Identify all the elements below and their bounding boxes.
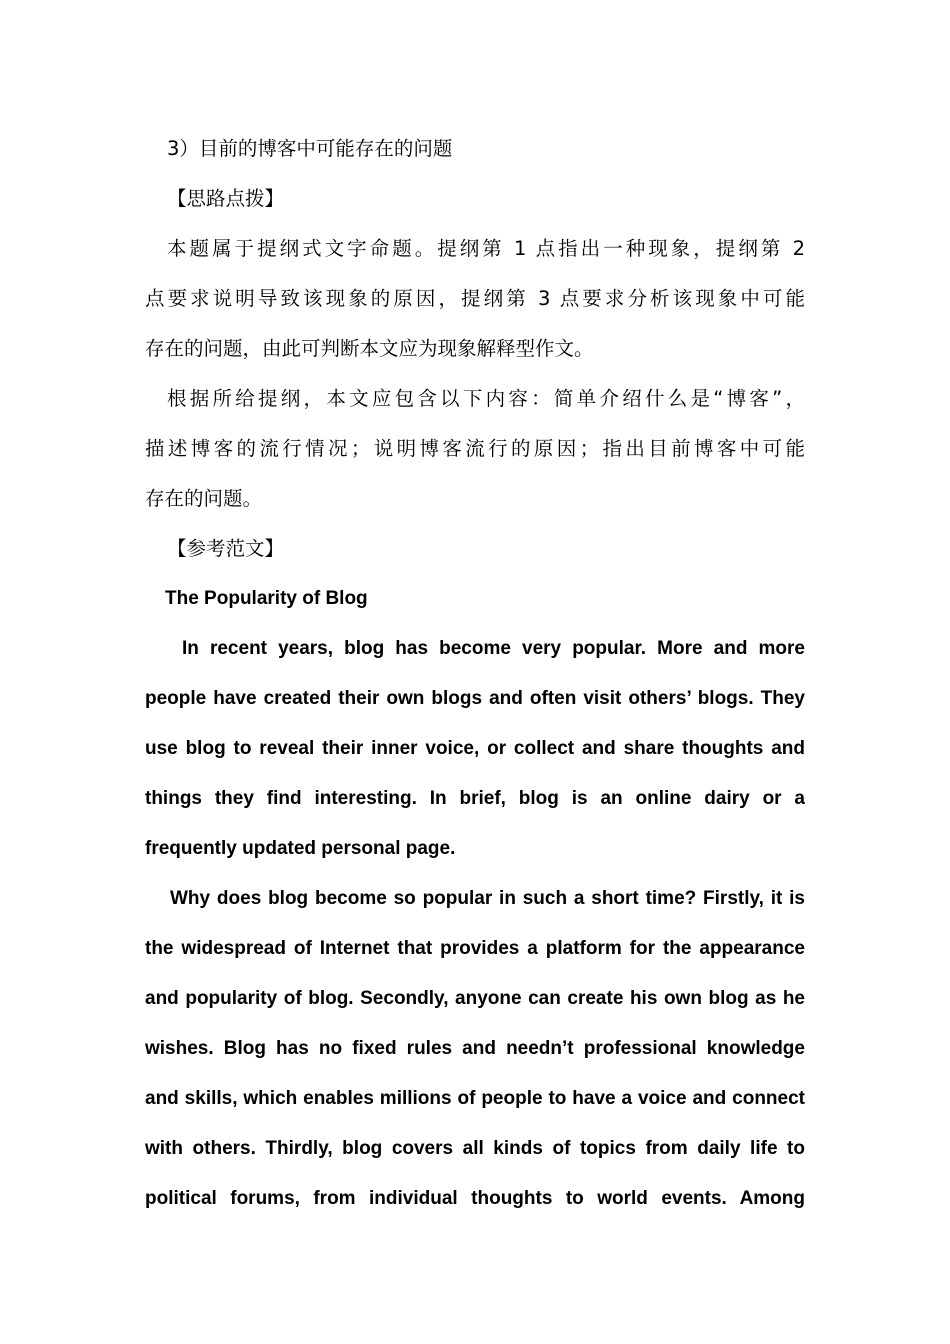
paragraph-line: 本题属于提纲式文字命题。提纲第 1 点指出一种现象，提纲第 2 — [167, 237, 805, 260]
paragraph-line: frequently updated personal page. — [145, 838, 456, 859]
paragraph-line: things they find interesting. In brief, blog is an online dairy or a — [145, 788, 805, 809]
paragraph-line: 存在的问题。 — [145, 487, 263, 510]
paragraph-line: In recent years, blog has become very popular. More and more — [182, 638, 805, 659]
hint-heading: 【思路点拨】 — [167, 187, 285, 210]
essay-paragraph-1 — [145, 624, 805, 874]
hint-paragraph-2 — [145, 374, 805, 524]
outline-point-3: 3）目前的博客中可能存在的问题 — [167, 137, 453, 160]
document-body — [145, 124, 805, 1224]
sample-heading: 【参考范文】 — [167, 537, 285, 560]
paragraph-line: people have created their own blogs and often visit others’ blogs. They — [145, 688, 805, 709]
paragraph-line: 描述博客的流行情况；说明博客流行的原因；指出目前博客中可能 — [145, 437, 805, 460]
paragraph-line: the widespread of Internet that provides a platform for the appearance — [145, 938, 805, 959]
essay-title: The Popularity of Blog — [165, 588, 368, 609]
essay-paragraph-2 — [145, 874, 805, 1224]
paragraph-line: Why does blog become so popular in such a short time? Firstly, it is — [170, 888, 805, 909]
paragraph-line: and popularity of blog. Secondly, anyone can create his own blog as he — [145, 988, 805, 1009]
paragraph-line: political forums, from individual thoughts to world events. Among — [145, 1188, 805, 1209]
paragraph-line: and skills, which enables millions of people to have a voice and connect — [145, 1088, 805, 1109]
paragraph-line: with others. Thirdly, blog covers all kinds of topics from daily life to — [145, 1138, 805, 1159]
paragraph-line: use blog to reveal their inner voice, or collect and share thoughts and — [145, 738, 805, 759]
hint-paragraph-1 — [145, 224, 805, 374]
paragraph-line: wishes. Blog has no fixed rules and needn’t professional knowledge — [145, 1038, 805, 1059]
paragraph-line: 根据所给提纲，本文应包含以下内容：简单介绍什么是“博客”， — [167, 387, 805, 410]
paragraph-line: 点要求说明导致该现象的原因，提纲第 3 点要求分析该现象中可能 — [145, 287, 805, 310]
paragraph-line: 存在的问题，由此可判断本文应为现象解释型作文。 — [145, 337, 594, 360]
